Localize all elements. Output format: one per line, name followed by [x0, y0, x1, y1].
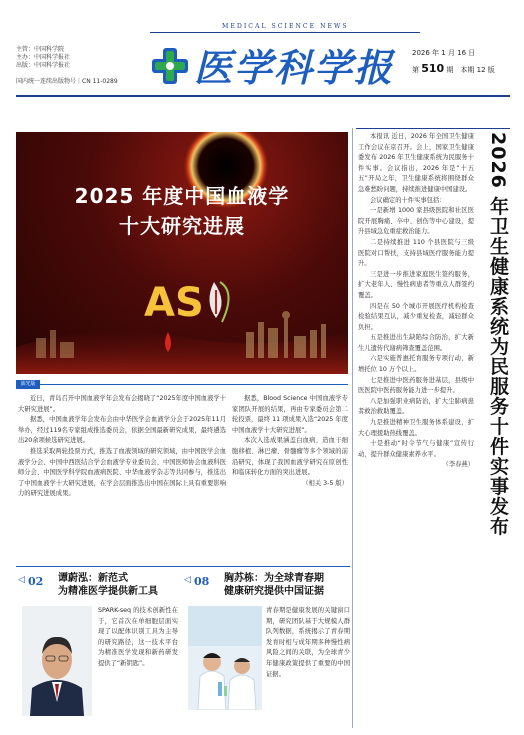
masthead [0, 0, 524, 100]
article-paragraph: 近日，青岛召开中国血液学年会发布会揭晓了“2025年度中国血液学十大研究进展”。 [18, 395, 226, 413]
article-paragraph: 本次入选成果涵盖白血病、造血干细胞移植、淋巴瘤、骨髓瘤等多个领域的前沿研究，体现了我国血液学研究在原创性和临床转化方面的突出进展。 [232, 437, 348, 477]
page-arrow-icon: ◁ [184, 575, 191, 585]
column-divider [352, 128, 353, 728]
english-masthead: MEDICAL SCIENCE NEWS [222, 23, 349, 30]
section-rule [40, 384, 348, 385]
article-paragraph: 十是推动“时令节气与健康”宣传行动，提升群众健康素养水平。 [358, 440, 474, 458]
page-arrow-icon: ◁ [18, 575, 25, 585]
right-column-rule [356, 128, 510, 129]
article-paragraph: 本报讯 近日，2026 年全国卫生健康工作会议在京召开。会上，国家卫生健康委发布 2026 年卫生健康系统为民服务十件实事。会议指出，2026 年是“十五五”开局之年，卫生健康系统将围绕群众急难愁盼问题，持续推进健康中国建设。 [358, 133, 474, 193]
teaser-page-08[interactable] [184, 572, 350, 732]
cn-number: 国内统一连续出版物号｜CN 11-0289 [16, 78, 118, 85]
masthead-rule [150, 32, 420, 33]
teaser-title-line2: 为精准医学提供新工具 [58, 586, 158, 597]
newspaper-title: 医学科学报 [194, 45, 395, 90]
teaser-title-line2: 健康研究提供中国证据 [224, 586, 324, 597]
issue-number-value: 510 [421, 62, 445, 75]
teaser-summary: SPARK-seq 的技术创新性在于，它首次在单细胞层面实现了以配体识别工具为主导的研究路径，这一技术平台为精准医学发现和新药研发提供了“新钥匙”。 [98, 607, 178, 667]
teaser-summary: 青春期是健康发展的关键窗口期，研究团队基于大规模人群队列数据，系统揭示了青春期发育时相与成年期多种慢性病风险之间的关联，为全球青少年健康政策提供了重要的中国证据。 [266, 607, 350, 678]
hero-image [16, 132, 348, 374]
publisher-info [16, 46, 70, 70]
teaser-page-number: 08 [194, 575, 210, 588]
hero-artwork [16, 132, 348, 374]
issue-prefix: 第 [412, 66, 419, 74]
issue-number [412, 62, 495, 75]
issue-suffix: 期 本期 12 版 [446, 66, 495, 74]
masthead-bottom-rule [16, 95, 510, 97]
teaser-page-number: 02 [28, 575, 44, 588]
organizer-line: 主办：中国科学报社 [16, 54, 71, 61]
issue-date: 2026 年 1 月 16 日 [412, 49, 476, 57]
article-paragraph: 五是推进出生缺陷综合防治，扩大新生儿遗传代谢病筛查覆盖范围。 [358, 334, 474, 352]
hero-title-line1: 2025 年度中国血液学 [74, 184, 290, 208]
medical-cross-logo [148, 44, 192, 88]
article-paragraph: 四是在 50 个城市开展医疗机构检查检验结果互认，减少重复检查，减轻群众负担。 [358, 302, 474, 331]
byline: （李春燕） [442, 461, 474, 469]
related-pages-note: （相关 3-5 版） [302, 479, 348, 487]
article-column-1 [18, 394, 226, 500]
article-paragraph: 九是推进精神卫生服务体系建设，扩大心理援助热线覆盖。 [358, 419, 474, 437]
article-paragraph: 一是新增 1000 家县级医院和社区医院开展胸痛、卒中、创伤等中心建设，提升县域急危重症救治能力。 [358, 207, 474, 236]
article-paragraph: 据悉，中国血液学年会发布会由中华医学会血液学分会于2025年11月举办，经过119名专家组成推选委员会，依据全国最新研究成果，最终遴选出20余项候选研究进展。 [18, 416, 226, 445]
vertical-headline: 2026 年卫生健康系统为民服务十件实事发布 [487, 132, 509, 537]
right-column-article [358, 132, 474, 471]
as-logo-text: AS [144, 280, 204, 326]
article-paragraph: 推选采取两轮投票方式，推选了血液领域的研究领域，由中国医学会血液学分会、中国中西医结合学会血液学专业委员会、中国医师协会血液科医师分会、中国医学科学院血液病医院、中华血液学杂志等共同参与，推选出了中国血液学十大研究进展，在学会层面推选出中国在国际上具有重要影响力的研究进展成果。 [18, 447, 226, 498]
section-tag: 油光版 [16, 380, 40, 389]
hero-title-line2: 十大研究进展 [119, 214, 245, 238]
article-paragraph: 六是实施普惠托育服务专项行动，新增托位 10 万个以上。 [358, 355, 474, 374]
article-paragraph: 二是持续推进 110 个县医院与三级医院对口帮扶，支持县域医疗服务能力提升。 [358, 238, 474, 268]
portrait-photo [22, 606, 92, 716]
article-paragraph: 三是进一步推进家庭医生签约服务，扩大老年人、慢性病患者等重点人群签约覆盖。 [358, 270, 474, 299]
article-column-2 [232, 394, 348, 489]
teaser-title-line1: 谭蔚泓：新范式 [58, 573, 128, 584]
publisher-line: 出版：中国科学报社 [16, 62, 71, 69]
article-paragraph: 据悉，Blood Science 中国血液学专家团队开展的结果，再由专家委员会第二轮投票，最终 11 项成果入选“2025 年度中国血液学十大研究进展”。 [232, 395, 348, 434]
article-paragraph: 八是加强职业病防治，扩大尘肺病患者救治救助覆盖。 [358, 397, 474, 416]
lab-photo [188, 606, 262, 710]
sponsor-line: 主管：中国科学院 [16, 46, 65, 53]
teaser-page-02[interactable] [18, 572, 178, 732]
article-paragraph: 会议确定的十件实事包括： [370, 196, 446, 204]
teaser-rule [16, 566, 350, 567]
teaser-title-line1: 胸苏栋：为全球青春期 [224, 573, 324, 584]
article-paragraph: 七是推进中医药服务进基层，县级中医医院中医药服务能力进一步提升。 [358, 376, 474, 395]
